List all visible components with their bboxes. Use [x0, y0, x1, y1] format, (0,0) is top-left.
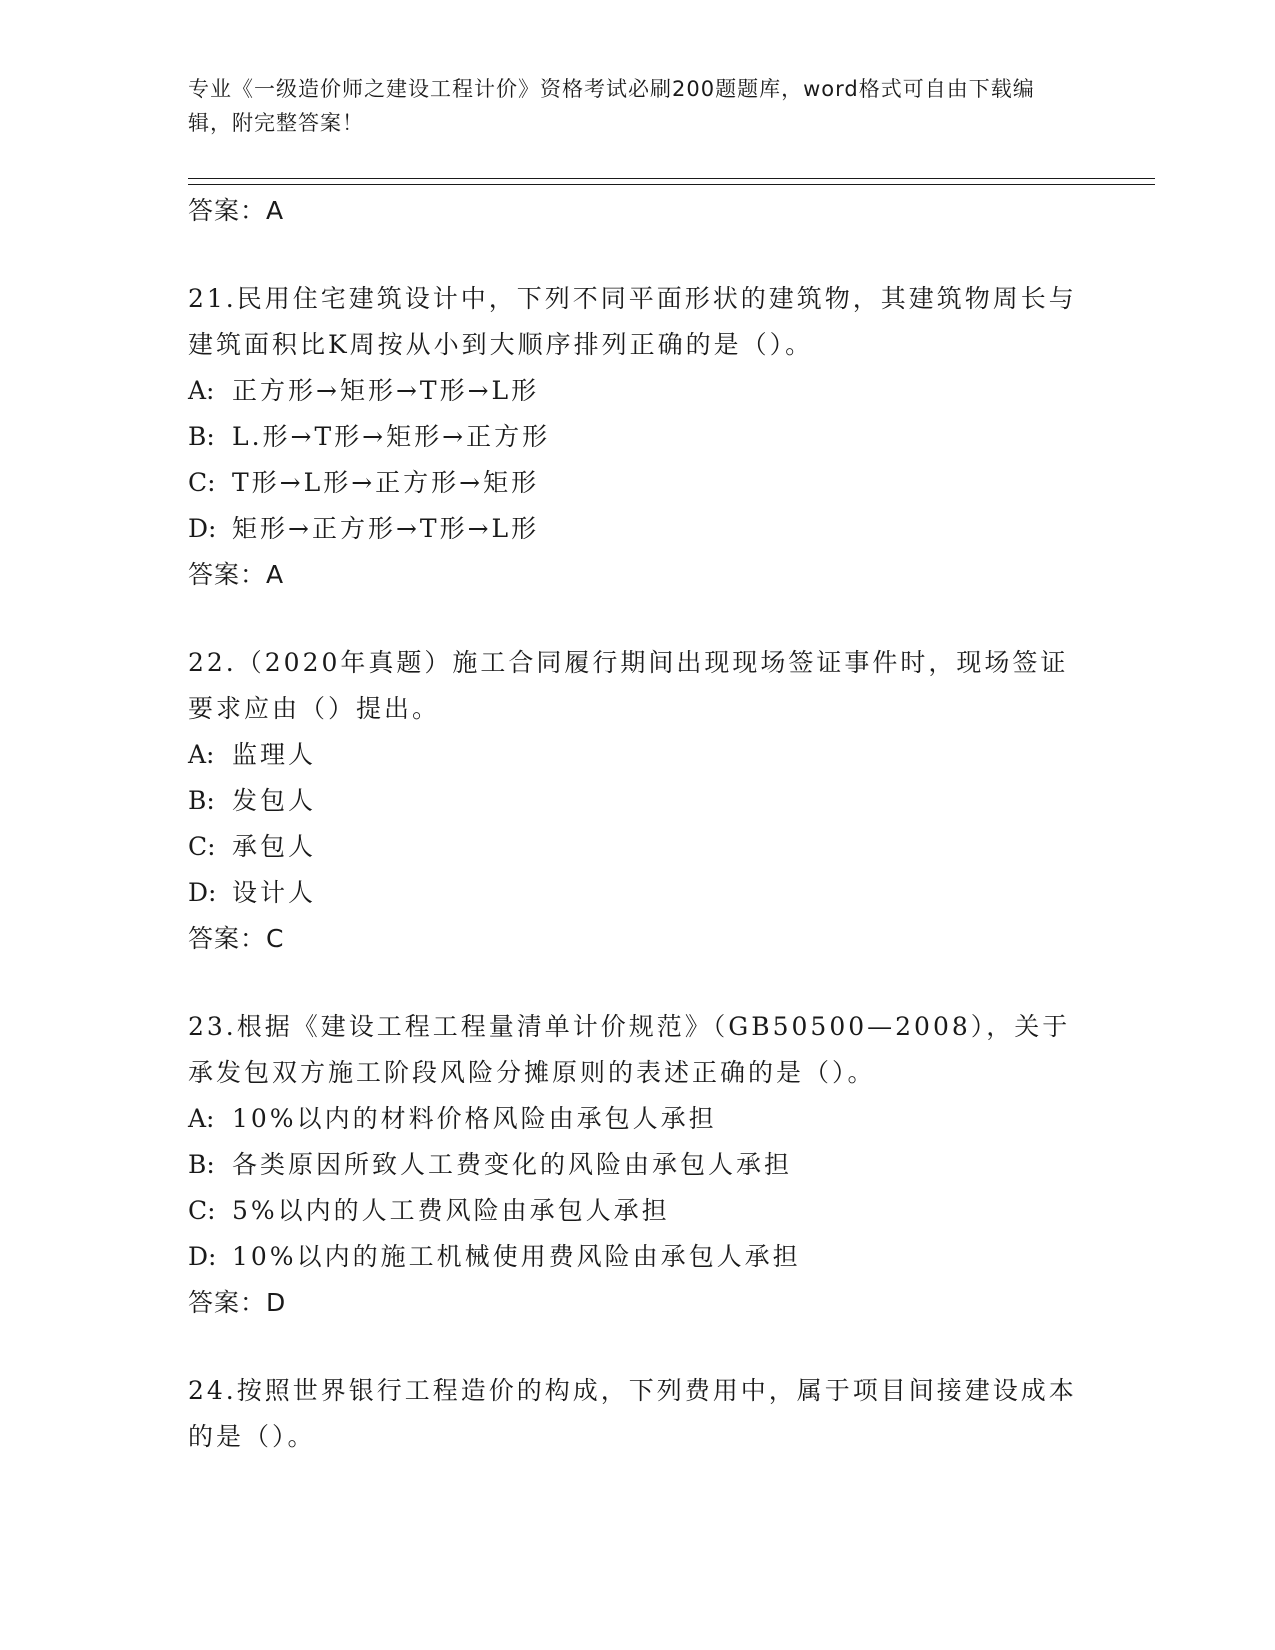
- question-22: [188, 640, 1088, 962]
- option-c: [188, 824, 1088, 870]
- option-text: 10%以内的施工机械使用费风险由承包人承担: [232, 1242, 801, 1271]
- page-header: 专业《一级造价师之建设工程计价》资格考试必刷200题题库，word格式可自由下载编辑，附完整答案！: [188, 77, 1035, 135]
- answer: 答案：C: [188, 924, 285, 953]
- question-text: 22.（2020年真题）施工合同履行期间出现现场签证事件时，现场签证要求应由（）提出。: [188, 648, 1069, 723]
- option-text: 设计人: [232, 878, 317, 907]
- option-letter: D:: [188, 1242, 217, 1271]
- option-b: [188, 1142, 1088, 1188]
- question-21: [188, 276, 1088, 598]
- option-letter: B:: [188, 422, 215, 451]
- header-double-rule: [188, 178, 1155, 185]
- option-text: 5%以内的人工费风险由承包人承担: [232, 1196, 670, 1225]
- option-c: [188, 1188, 1088, 1234]
- option-text: 监理人: [232, 740, 317, 769]
- answer-previous: 答案：A: [188, 196, 285, 225]
- option-letter: C:: [188, 1196, 216, 1225]
- option-a: [188, 732, 1088, 778]
- option-text: 正方形→矩形→T形→L形: [232, 376, 540, 405]
- option-text: T形→L形→正方形→矩形: [232, 468, 540, 497]
- option-text: 各类原因所致人工费变化的风险由承包人承担: [232, 1150, 793, 1179]
- option-text: 发包人: [232, 786, 317, 815]
- answer: 答案：D: [188, 1288, 287, 1317]
- question-text: 21.民用住宅建筑设计中，下列不同平面形状的建筑物，其建筑物周长与建筑面积比K周按从小到大顺序排列正确的是（）。: [188, 284, 1077, 359]
- question-text: 23.根据《建设工程工程量清单计价规范》（GB50500—2008），关于承发包双方施工阶段风险分摊原则的表述正确的是（）。: [188, 1012, 1071, 1087]
- question-text: 24.按照世界银行工程造价的构成，下列费用中，属于项目间接建设成本的是（）。: [188, 1376, 1077, 1451]
- option-letter: D:: [188, 514, 217, 543]
- option-letter: D:: [188, 878, 217, 907]
- option-text: 矩形→正方形→T形→L形: [232, 514, 540, 543]
- option-letter: B:: [188, 1150, 215, 1179]
- option-b: [188, 414, 1088, 460]
- option-letter: C:: [188, 468, 216, 497]
- option-c: [188, 460, 1088, 506]
- option-letter: A:: [188, 376, 215, 405]
- option-d: [188, 1234, 1088, 1280]
- option-letter: C:: [188, 832, 216, 861]
- option-d: [188, 870, 1088, 916]
- option-b: [188, 778, 1088, 824]
- option-text: 承包人: [232, 832, 317, 861]
- option-letter: A:: [188, 740, 215, 769]
- option-letter: A:: [188, 1104, 215, 1133]
- option-text: 10%以内的材料价格风险由承包人承担: [232, 1104, 717, 1133]
- question-24: [188, 1368, 1088, 1460]
- option-d: [188, 506, 1088, 552]
- option-a: [188, 368, 1088, 414]
- option-letter: B:: [188, 786, 215, 815]
- question-23: [188, 1004, 1088, 1326]
- option-a: [188, 1096, 1088, 1142]
- option-text: L.形→T形→矩形→正方形: [232, 422, 551, 451]
- document-body: [188, 188, 1088, 1502]
- answer: 答案：A: [188, 560, 285, 589]
